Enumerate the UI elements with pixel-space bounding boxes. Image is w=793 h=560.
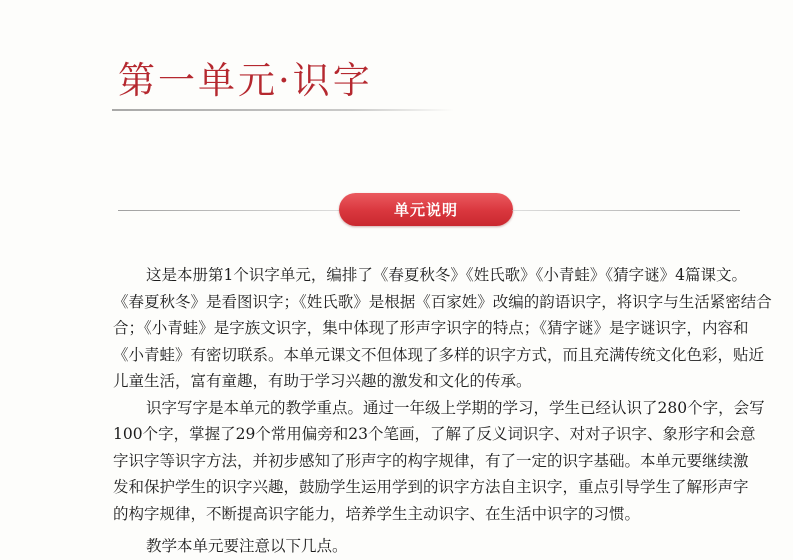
text-line: 《小青蛙》有密切联系。本单元课文不但体现了多样的识字方式，而且充满传统文化色彩，贴近 (113, 345, 765, 364)
text-line: 的构字规律，不断提高识字能力，培养学生主动识字、在生活中识字的习惯。 (113, 504, 641, 523)
text-line: 这是本册第1个识字单元，编排了《春夏秋冬》《姓氏歌》《小青蛙》《猜字谜》4篇课文。 (146, 266, 747, 284)
body-text (113, 262, 772, 527)
chapter-title: 第一单元·识字 (118, 59, 373, 102)
paragraph-1 (113, 262, 772, 395)
text-line: 合；《小青蛙》是字族文识字，集中体现了形声字识字的特点；《猜字谜》是字谜识字，内容和 (113, 319, 749, 337)
text-line: 100个字，掌握了29个常用偏旁和23个笔画，了解了反义词识字、对对子识字、象形字和会意 (113, 425, 756, 443)
cut-off-text-line: 教学本单元要注意以下几点。 (146, 537, 348, 555)
text-line: 发和保护学生的识字兴趣，鼓励学生运用学到的识字方法自主识字，重点引导学生了解形声字 (113, 478, 749, 496)
paragraph-2 (113, 395, 765, 528)
chapter-title-underline (112, 109, 454, 111)
section-header-badge (339, 193, 513, 226)
text-line: 《春夏秋冬》是看图识字；《姓氏歌》是根据《百家姓》改编的韵语识字，将识字与生活紧密结合 (113, 292, 772, 311)
section-divider-right (512, 210, 740, 211)
section-divider-left (118, 210, 340, 211)
section-header-label: 单元说明 (393, 201, 458, 219)
text-line: 儿童生活，富有童趣，有助于学习兴趣的激发和文化的传承。 (113, 372, 532, 390)
text-line: 识字写字是本单元的教学重点。通过一年级上学期的学习，学生已经认识了280个字，会写 (146, 398, 765, 417)
text-line: 字识字等识字方法，并初步感知了形声字的构字规律，有了一定的识字基础。本单元要继续激 (113, 451, 749, 470)
